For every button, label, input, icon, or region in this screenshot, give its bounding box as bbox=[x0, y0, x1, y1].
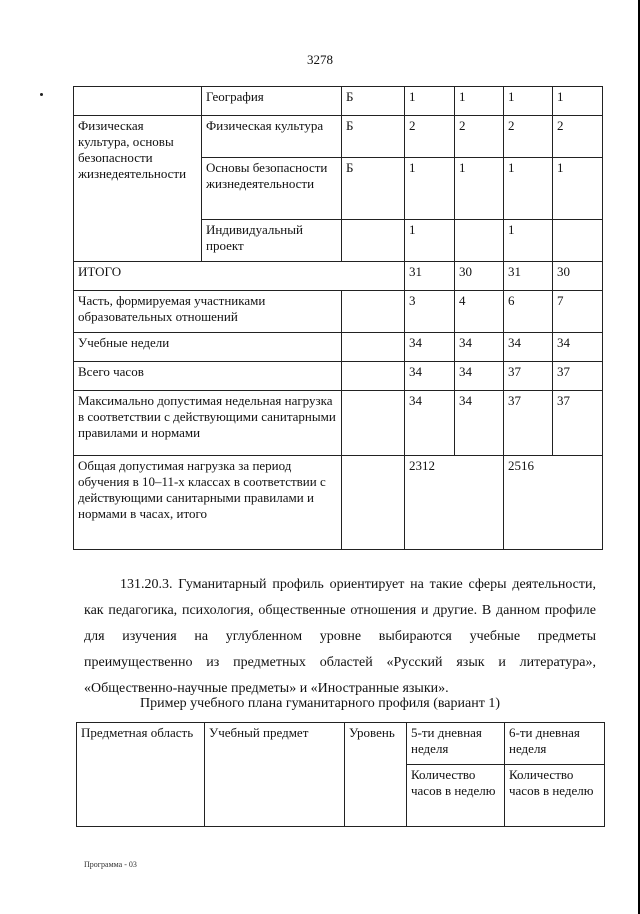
curriculum-table-continued bbox=[73, 86, 603, 550]
row-label-cell: Максимально допустимая недельная нагрузка в соответствии с действующими санитарными правилами и нормами bbox=[74, 391, 342, 456]
value-cell: 37 bbox=[553, 362, 603, 391]
value-cell: 34 bbox=[455, 333, 504, 362]
header-cell: Учебный предмет bbox=[205, 723, 345, 827]
value-cell: 2 bbox=[504, 116, 553, 158]
value-cell: 30 bbox=[455, 262, 504, 291]
value-cell: 2 bbox=[405, 116, 455, 158]
level-cell: Б bbox=[342, 87, 405, 116]
value-cell: 34 bbox=[553, 333, 603, 362]
value-cell: 37 bbox=[504, 362, 553, 391]
level-cell bbox=[342, 220, 405, 262]
value-cell: 34 bbox=[455, 391, 504, 456]
subject-cell: Индивидуальный проект bbox=[202, 220, 342, 262]
value-cell: 1 bbox=[405, 220, 455, 262]
row-label-cell: Всего часов bbox=[74, 362, 342, 391]
value-cell: 31 bbox=[504, 262, 553, 291]
value-cell: 30 bbox=[553, 262, 603, 291]
subject-cell: Физическая культура bbox=[202, 116, 342, 158]
row-label-cell: ИТОГО bbox=[74, 262, 405, 291]
row-label-cell: Часть, формируемая участниками образовательных отношений bbox=[74, 291, 342, 333]
row-label-cell: Учебные недели bbox=[74, 333, 342, 362]
value-cell: 2 bbox=[455, 116, 504, 158]
header-cell: Предметная область bbox=[77, 723, 205, 827]
table-header-row bbox=[77, 723, 605, 765]
value-cell: 34 bbox=[504, 333, 553, 362]
header-cell: Количество часов в неделю bbox=[407, 765, 505, 827]
value-cell: 2312 bbox=[405, 456, 504, 550]
value-cell: 34 bbox=[455, 362, 504, 391]
value-cell: 34 bbox=[405, 333, 455, 362]
empty-cell bbox=[342, 291, 405, 333]
empty-cell bbox=[342, 333, 405, 362]
header-cell: 5-ти дневная неделя bbox=[407, 723, 505, 765]
subject-cell: Основы безопасности жизнедеятельности bbox=[202, 158, 342, 220]
level-cell: Б bbox=[342, 116, 405, 158]
value-cell bbox=[455, 220, 504, 262]
table-row bbox=[74, 333, 603, 362]
value-cell: 1 bbox=[553, 158, 603, 220]
table-row bbox=[74, 291, 603, 333]
value-cell: 34 bbox=[405, 391, 455, 456]
header-cell: 6-ти дневная неделя bbox=[505, 723, 605, 765]
value-cell bbox=[553, 220, 603, 262]
subject-area-cell bbox=[74, 87, 202, 116]
value-cell: 1 bbox=[504, 158, 553, 220]
scan-mark bbox=[40, 93, 43, 96]
value-cell: 37 bbox=[504, 391, 553, 456]
subject-cell: География bbox=[202, 87, 342, 116]
value-cell: 2516 bbox=[504, 456, 603, 550]
value-cell: 2 bbox=[553, 116, 603, 158]
value-cell: 7 bbox=[553, 291, 603, 333]
value-cell: 1 bbox=[455, 158, 504, 220]
value-cell: 6 bbox=[504, 291, 553, 333]
value-cell: 4 bbox=[455, 291, 504, 333]
table-caption: Пример учебного плана гуманитарного профиля (вариант 1) bbox=[139, 696, 500, 711]
humanities-plan-table bbox=[76, 722, 605, 827]
value-cell: 1 bbox=[405, 158, 455, 220]
page-footer: Программа - 03 bbox=[84, 860, 137, 869]
empty-cell bbox=[342, 456, 405, 550]
subject-area-cell: Физическая культура, основы безопасности жизнедеятельности bbox=[74, 116, 202, 262]
value-cell: 37 bbox=[553, 391, 603, 456]
value-cell: 1 bbox=[455, 87, 504, 116]
value-cell: 1 bbox=[504, 220, 553, 262]
value-cell: 3 bbox=[405, 291, 455, 333]
body-paragraph: 131.20.3. Гуманитарный профиль ориентирует на такие сферы деятельности, как педагогика, психология, общественные отношения и другие. В данном профиле для изучения на углубленном уровне выбираются учебные предметы преимущественно из предметных областей «Русский язык и литература», «Общественно-научные предметы» и «Иностранные языки». bbox=[84, 577, 596, 696]
value-cell: 1 bbox=[504, 87, 553, 116]
page-number: 3278 bbox=[307, 52, 333, 67]
empty-cell bbox=[342, 391, 405, 456]
table-row bbox=[74, 456, 603, 550]
value-cell: 31 bbox=[405, 262, 455, 291]
table-row bbox=[74, 362, 603, 391]
table-row bbox=[74, 87, 603, 116]
level-cell: Б bbox=[342, 158, 405, 220]
row-label-cell: Общая допустимая нагрузка за период обучения в 10–11-х классах в соответствии с действующими санитарными правилами и нормами в часах, итого bbox=[74, 456, 342, 550]
value-cell: 1 bbox=[405, 87, 455, 116]
header-cell: Уровень bbox=[345, 723, 407, 827]
value-cell: 1 bbox=[553, 87, 603, 116]
empty-cell bbox=[342, 362, 405, 391]
table-row bbox=[74, 391, 603, 456]
table-row bbox=[74, 262, 603, 291]
table-row bbox=[74, 116, 603, 158]
value-cell: 34 bbox=[405, 362, 455, 391]
header-cell: Количество часов в неделю bbox=[505, 765, 605, 827]
